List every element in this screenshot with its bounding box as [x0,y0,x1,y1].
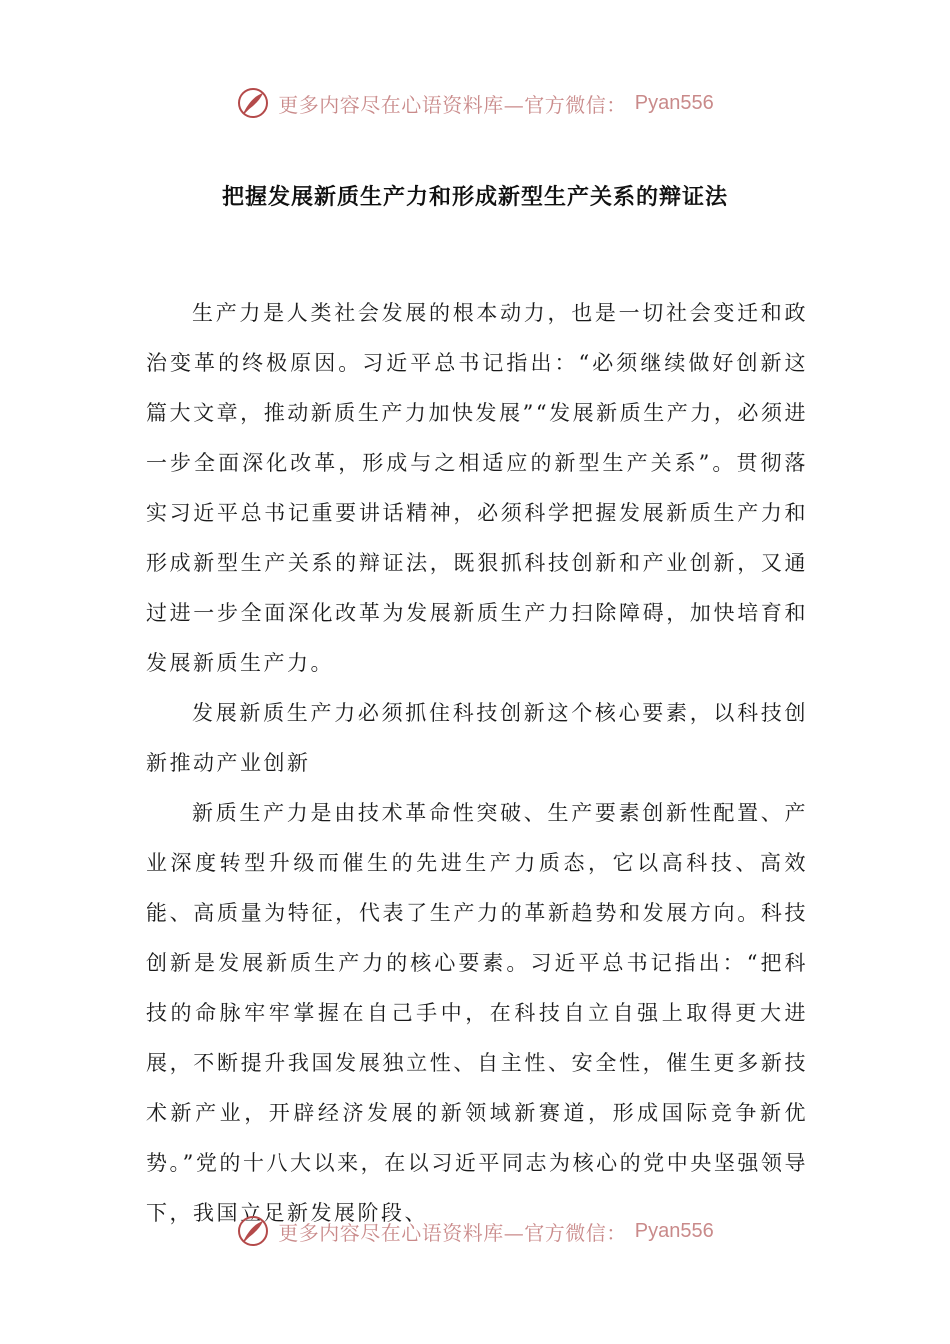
document-body [146,288,808,1238]
quill-logo-icon [236,86,270,120]
paragraph: 发展新质生产力必须抓住科技创新这个核心要素，以科技创新推动产业创新 [146,701,808,775]
banner-text: 更多内容尽在心语资料库—官方微信： [278,1220,627,1245]
document-title: 把握发展新质生产力和形成新型生产关系的辩证法 [221,185,728,210]
quill-logo-icon [236,1214,270,1248]
banner-text: 更多内容尽在心语资料库—官方微信： [278,92,627,117]
wechat-id: Pyan556 [634,91,714,114]
header-watermark-banner [0,83,950,123]
paragraph: 新质生产力是由技术革命性突破、生产要素创新性配置、产业深度转型升级而催生的先进生产力质态，它以高科技、高效能、高质量为特征，代表了生产力的革新趋势和发展方向。科技创新是发展新质生产力的核心要素。习近平总书记指出：“把科技的命脉牢牢掌握在自己手中，在科技自立自强上取得更大进展，不断提升我国发展独立性、自主性、安全性，催生更多新技术新产业，开辟经济发展的新领域新赛道，形成国际竞争新优势。”党的十八大以来，在以习近平同志为核心的党中央坚强领导下，我国立足新发展阶段、 [146,801,808,1225]
paragraph: 生产力是人类社会发展的根本动力，也是一切社会变迁和政治变革的终极原因。习近平总书记指出：“必须继续做好创新这篇大文章，推动新质生产力加快发展”“发展新质生产力，必须进一步全面深化改革，形成与之相适应的新型生产关系”。贯彻落实习近平总书记重要讲话精神，必须科学把握发展新质生产力和形成新型生产关系的辩证法，既狠抓科技创新和产业创新，又通过进一步全面深化改革为发展新质生产力扫除障碍，加快培育和发展新质生产力。 [146,301,808,675]
wechat-id: Pyan556 [634,1219,714,1242]
footer-watermark-banner [0,1211,950,1251]
